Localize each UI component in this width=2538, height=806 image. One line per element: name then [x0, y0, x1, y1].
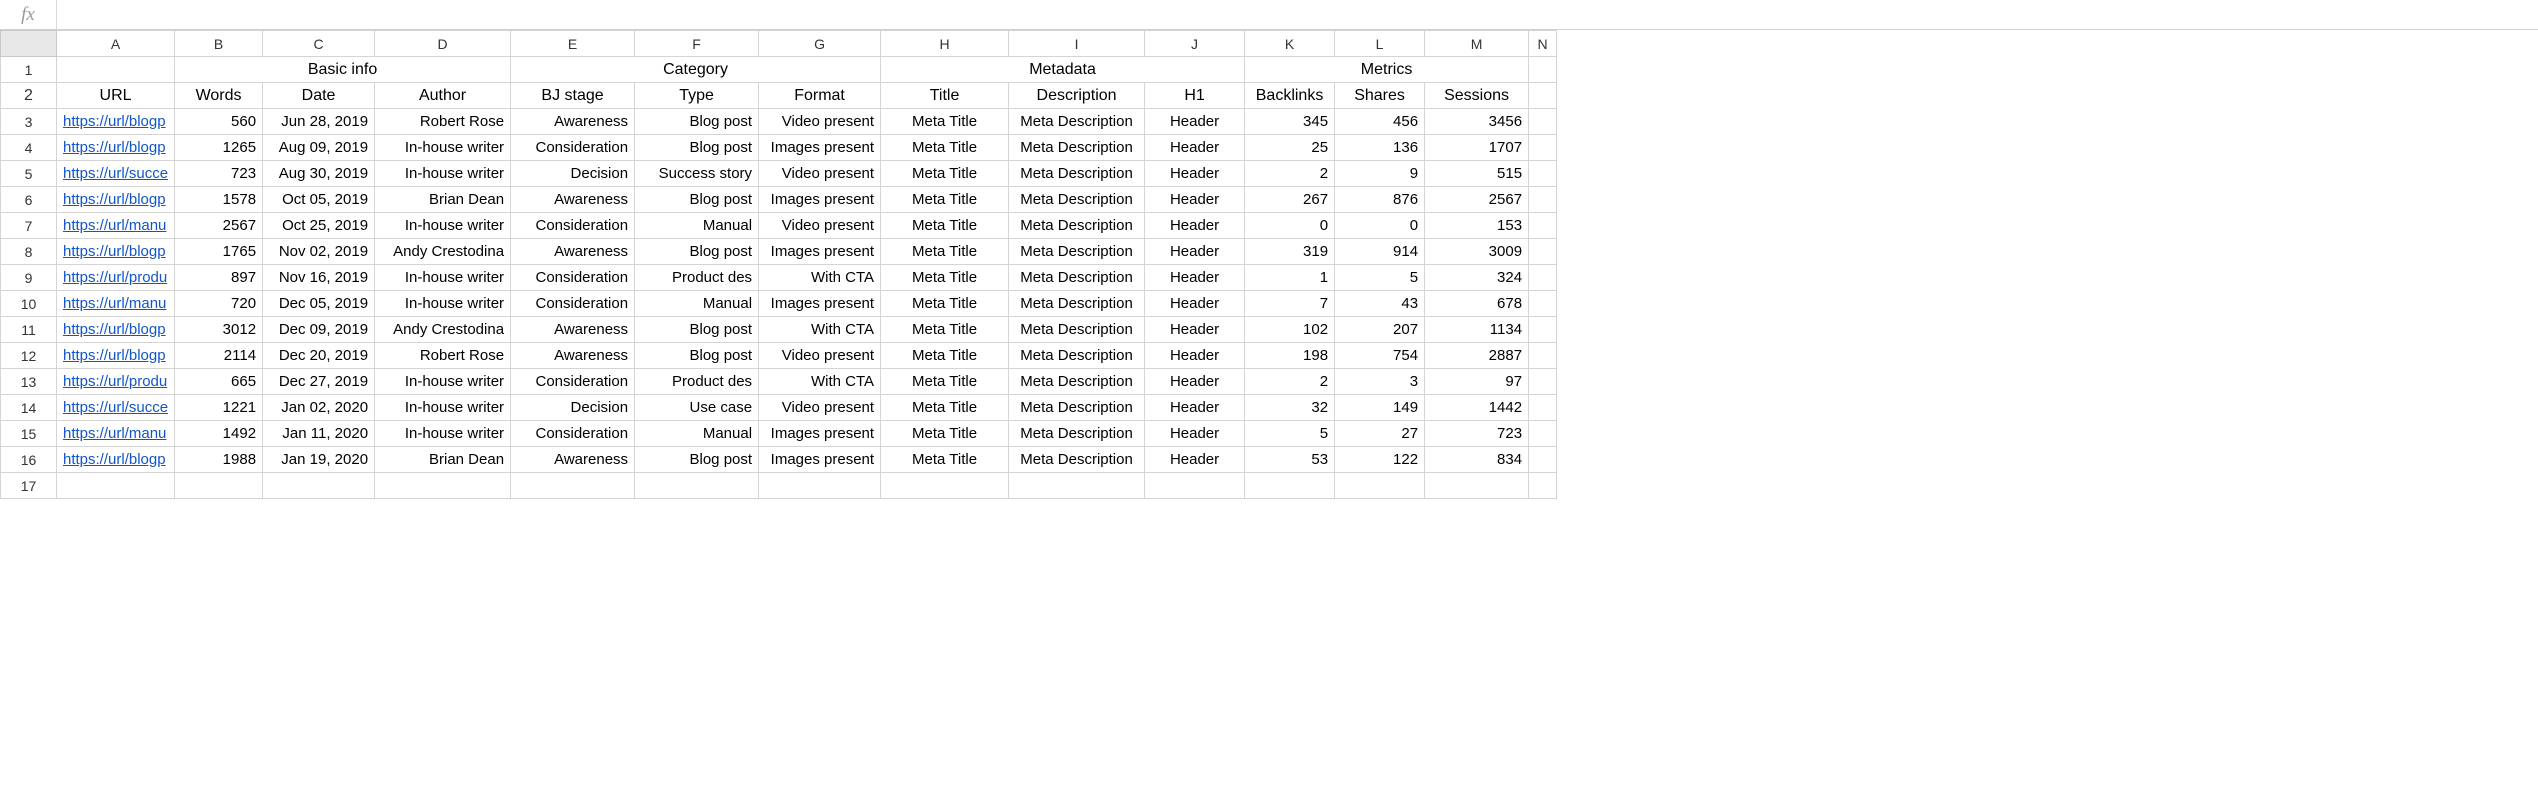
column-header-i[interactable]: I — [1009, 31, 1145, 57]
row-header-6[interactable]: 6 — [1, 187, 57, 213]
cell-format[interactable]: Images present — [759, 187, 881, 213]
cell-backlinks[interactable]: 1 — [1245, 265, 1335, 291]
cell-author[interactable]: In-house writer — [375, 421, 511, 447]
cell-empty-2[interactable] — [263, 473, 375, 499]
cell-blank[interactable] — [1529, 447, 1557, 473]
cell-author[interactable]: In-house writer — [375, 265, 511, 291]
cell-description[interactable]: Meta Description — [1009, 421, 1145, 447]
url-link[interactable]: https://url/blogp — [63, 139, 166, 156]
cell-shares[interactable]: 5 — [1335, 265, 1425, 291]
group-header-basic-info: Basic info — [175, 57, 511, 83]
cell-sessions[interactable]: 515 — [1425, 161, 1529, 187]
table-row[interactable] — [1, 265, 1557, 291]
row-header-9[interactable]: 9 — [1, 265, 57, 291]
cell-h1[interactable]: Header — [1145, 161, 1245, 187]
cell-type[interactable]: Blog post — [635, 135, 759, 161]
cell-type[interactable]: Success story — [635, 161, 759, 187]
table-row[interactable] — [1, 161, 1557, 187]
cell-blank[interactable] — [1529, 395, 1557, 421]
row-header-1[interactable]: 1 — [1, 57, 57, 83]
cell-title[interactable]: Meta Title — [881, 421, 1009, 447]
cell-words[interactable]: 1492 — [175, 421, 263, 447]
header-bj-stage: BJ stage — [511, 83, 635, 109]
cell-sessions[interactable]: 678 — [1425, 291, 1529, 317]
cell-stage[interactable]: Awareness — [511, 109, 635, 135]
cell-url[interactable] — [57, 343, 175, 369]
cell-words[interactable]: 720 — [175, 291, 263, 317]
cell-words[interactable]: 1221 — [175, 395, 263, 421]
cell-author[interactable]: In-house writer — [375, 161, 511, 187]
url-link[interactable]: https://url/blogp — [63, 451, 166, 468]
cell-date[interactable]: Dec 09, 2019 — [263, 317, 375, 343]
table-row[interactable] — [1, 343, 1557, 369]
cell-title[interactable]: Meta Title — [881, 369, 1009, 395]
cell-url[interactable] — [57, 395, 175, 421]
cell-date[interactable]: Jan 19, 2020 — [263, 447, 375, 473]
cell-backlinks[interactable]: 7 — [1245, 291, 1335, 317]
row-header-10[interactable]: 10 — [1, 291, 57, 317]
row-header-4[interactable]: 4 — [1, 135, 57, 161]
cell-type[interactable]: Product des — [635, 369, 759, 395]
cell-title[interactable]: Meta Title — [881, 135, 1009, 161]
cell-date[interactable]: Jun 28, 2019 — [263, 109, 375, 135]
cell-blank[interactable] — [1529, 291, 1557, 317]
cell-shares[interactable]: 122 — [1335, 447, 1425, 473]
cell-words[interactable]: 1988 — [175, 447, 263, 473]
cell-format[interactable]: Video present — [759, 213, 881, 239]
cell-date[interactable]: Oct 05, 2019 — [263, 187, 375, 213]
header-type: Type — [635, 83, 759, 109]
url-link[interactable]: https://url/manu — [63, 425, 167, 442]
cell-url[interactable] — [57, 369, 175, 395]
column-header-b[interactable]: B — [175, 31, 263, 57]
cell-h1[interactable]: Header — [1145, 135, 1245, 161]
url-link[interactable]: https://url/blogp — [63, 113, 166, 130]
cell-date[interactable]: Jan 02, 2020 — [263, 395, 375, 421]
column-header-e[interactable]: E — [511, 31, 635, 57]
cell-words[interactable]: 2114 — [175, 343, 263, 369]
cell-backlinks[interactable]: 267 — [1245, 187, 1335, 213]
cell-backlinks[interactable]: 2 — [1245, 369, 1335, 395]
row-header-3[interactable]: 3 — [1, 109, 57, 135]
cell-h1[interactable]: Header — [1145, 369, 1245, 395]
header-h1: H1 — [1145, 83, 1245, 109]
cell-backlinks[interactable]: 0 — [1245, 213, 1335, 239]
cell-stage[interactable]: Decision — [511, 395, 635, 421]
header-sessions: Sessions — [1425, 83, 1529, 109]
row-header-13[interactable]: 13 — [1, 369, 57, 395]
cell-sessions[interactable]: 97 — [1425, 369, 1529, 395]
cell-backlinks[interactable]: 32 — [1245, 395, 1335, 421]
cell-format[interactable]: Images present — [759, 135, 881, 161]
cell-words[interactable]: 1265 — [175, 135, 263, 161]
cell-description[interactable]: Meta Description — [1009, 135, 1145, 161]
column-header-a[interactable]: A — [57, 31, 175, 57]
cell-title[interactable]: Meta Title — [881, 291, 1009, 317]
cell-description[interactable]: Meta Description — [1009, 187, 1145, 213]
cell-stage[interactable]: Consideration — [511, 421, 635, 447]
column-header-k[interactable]: K — [1245, 31, 1335, 57]
cell-format[interactable]: With CTA — [759, 369, 881, 395]
cell-stage[interactable]: Awareness — [511, 239, 635, 265]
cell-date[interactable]: Dec 20, 2019 — [263, 343, 375, 369]
cell-blank[interactable] — [1529, 239, 1557, 265]
cell-sessions[interactable]: 153 — [1425, 213, 1529, 239]
table-header-row — [1, 83, 1557, 109]
cell-stage[interactable]: Awareness — [511, 317, 635, 343]
cell-blank[interactable] — [1529, 187, 1557, 213]
cell-description[interactable]: Meta Description — [1009, 395, 1145, 421]
cell-url[interactable] — [57, 187, 175, 213]
url-link[interactable]: https://url/manu — [63, 217, 167, 234]
cell-type[interactable]: Blog post — [635, 239, 759, 265]
column-header-d[interactable]: D — [375, 31, 511, 57]
cell-author[interactable]: In-house writer — [375, 395, 511, 421]
cell-sessions[interactable]: 1707 — [1425, 135, 1529, 161]
header-description: Description — [1009, 83, 1145, 109]
table-row[interactable] — [1, 421, 1557, 447]
table-row-empty[interactable] — [1, 473, 1557, 499]
cell-stage[interactable]: Awareness — [511, 343, 635, 369]
cell-author[interactable]: In-house writer — [375, 369, 511, 395]
cell-title[interactable]: Meta Title — [881, 447, 1009, 473]
cell-title[interactable]: Meta Title — [881, 109, 1009, 135]
cell-sessions[interactable]: 2887 — [1425, 343, 1529, 369]
url-link[interactable]: https://url/produ — [63, 269, 168, 286]
cell-shares[interactable]: 207 — [1335, 317, 1425, 343]
cell-url[interactable] — [57, 109, 175, 135]
table-row[interactable] — [1, 213, 1557, 239]
url-link[interactable]: https://url/blogp — [63, 321, 166, 338]
cell-author[interactable]: Robert Rose — [375, 109, 511, 135]
cell-backlinks[interactable]: 25 — [1245, 135, 1335, 161]
formula-input[interactable] — [56, 0, 2538, 29]
cell-author[interactable]: Andy Crestodina — [375, 239, 511, 265]
cell-blank[interactable] — [1529, 317, 1557, 343]
cell-date[interactable]: Nov 16, 2019 — [263, 265, 375, 291]
header-backlinks: Backlinks — [1245, 83, 1335, 109]
row-header-15[interactable]: 15 — [1, 421, 57, 447]
cell-h1[interactable]: Header — [1145, 291, 1245, 317]
cell-words[interactable]: 560 — [175, 109, 263, 135]
row-header-17[interactable]: 17 — [1, 473, 57, 499]
cell-blank[interactable] — [1529, 161, 1557, 187]
cell-date[interactable]: Dec 05, 2019 — [263, 291, 375, 317]
url-link[interactable]: https://url/succe — [63, 165, 169, 182]
column-header-h[interactable]: H — [881, 31, 1009, 57]
cell-empty-3[interactable] — [375, 473, 511, 499]
cell-format[interactable]: Images present — [759, 239, 881, 265]
cell-blank[interactable] — [1529, 109, 1557, 135]
select-all-corner[interactable] — [1, 31, 57, 57]
cell-format[interactable]: With CTA — [759, 317, 881, 343]
group-header-metrics: Metrics — [1245, 57, 1529, 83]
cell-h1[interactable]: Header — [1145, 343, 1245, 369]
cell-url[interactable] — [57, 421, 175, 447]
cell-h1[interactable]: Header — [1145, 187, 1245, 213]
cell-stage[interactable]: Consideration — [511, 369, 635, 395]
fx-icon: fx — [21, 3, 35, 25]
cell-sessions[interactable]: 1134 — [1425, 317, 1529, 343]
cell-url[interactable] — [57, 447, 175, 473]
row-header-2[interactable]: 2 — [1, 83, 57, 109]
cell-format[interactable]: Video present — [759, 109, 881, 135]
url-link[interactable]: https://url/manu — [63, 295, 167, 312]
cell-h1[interactable]: Header — [1145, 317, 1245, 343]
cell-sessions[interactable]: 834 — [1425, 447, 1529, 473]
cell-empty-0[interactable] — [57, 473, 175, 499]
cell-format[interactable]: With CTA — [759, 265, 881, 291]
header-author: Author — [375, 83, 511, 109]
cell-stage[interactable]: Awareness — [511, 187, 635, 213]
cell-title[interactable]: Meta Title — [881, 161, 1009, 187]
column-header-j[interactable]: J — [1145, 31, 1245, 57]
cell-stage[interactable]: Awareness — [511, 447, 635, 473]
cell-type[interactable]: Blog post — [635, 187, 759, 213]
cell-description[interactable]: Meta Description — [1009, 369, 1145, 395]
table-row[interactable] — [1, 291, 1557, 317]
url-link[interactable]: https://url/succe — [63, 399, 169, 416]
header-title: Title — [881, 83, 1009, 109]
cell-stage[interactable]: Consideration — [511, 135, 635, 161]
cell-stage[interactable]: Consideration — [511, 265, 635, 291]
cell-type[interactable]: Blog post — [635, 343, 759, 369]
header-url: URL — [57, 83, 175, 109]
row-header-12[interactable]: 12 — [1, 343, 57, 369]
row-header-14[interactable]: 14 — [1, 395, 57, 421]
cell-type[interactable]: Use case — [635, 395, 759, 421]
group-header-blank-0 — [57, 57, 175, 83]
cell-type[interactable]: Manual — [635, 421, 759, 447]
cell-date[interactable]: Jan 11, 2020 — [263, 421, 375, 447]
cell-h1[interactable]: Header — [1145, 447, 1245, 473]
cell-date[interactable]: Oct 25, 2019 — [263, 213, 375, 239]
cell-format[interactable]: Video present — [759, 161, 881, 187]
cell-blank[interactable] — [1529, 135, 1557, 161]
column-header-n[interactable]: N — [1529, 31, 1557, 57]
cell-words[interactable]: 1765 — [175, 239, 263, 265]
table-row[interactable] — [1, 135, 1557, 161]
column-header-m[interactable]: M — [1425, 31, 1529, 57]
table-row[interactable] — [1, 187, 1557, 213]
cell-blank[interactable] — [1529, 265, 1557, 291]
cell-h1[interactable]: Header — [1145, 265, 1245, 291]
cell-description[interactable]: Meta Description — [1009, 161, 1145, 187]
cell-h1[interactable]: Header — [1145, 395, 1245, 421]
cell-title[interactable]: Meta Title — [881, 239, 1009, 265]
row-header-5[interactable]: 5 — [1, 161, 57, 187]
cell-empty-4[interactable] — [511, 473, 635, 499]
row-header-8[interactable]: 8 — [1, 239, 57, 265]
cell-type[interactable]: Manual — [635, 291, 759, 317]
row-header-7[interactable]: 7 — [1, 213, 57, 239]
cell-type[interactable]: Product des — [635, 265, 759, 291]
cell-author[interactable]: In-house writer — [375, 213, 511, 239]
cell-type[interactable]: Blog post — [635, 447, 759, 473]
cell-empty-9[interactable] — [1145, 473, 1245, 499]
header-format: Format — [759, 83, 881, 109]
header-shares: Shares — [1335, 83, 1425, 109]
column-header-g[interactable]: G — [759, 31, 881, 57]
cell-author[interactable]: In-house writer — [375, 135, 511, 161]
spreadsheet-grid[interactable] — [0, 30, 2538, 806]
cell-format[interactable]: Images present — [759, 447, 881, 473]
cell-author[interactable]: Brian Dean — [375, 187, 511, 213]
cell-sessions[interactable]: 723 — [1425, 421, 1529, 447]
cell-description[interactable]: Meta Description — [1009, 265, 1145, 291]
group-header-category: Category — [511, 57, 881, 83]
cell-blank[interactable] — [1529, 369, 1557, 395]
header-words: Words — [175, 83, 263, 109]
cell-title[interactable]: Meta Title — [881, 265, 1009, 291]
cell-blank[interactable] — [1529, 421, 1557, 447]
cell-title[interactable]: Meta Title — [881, 317, 1009, 343]
cell-shares[interactable]: 754 — [1335, 343, 1425, 369]
cell-words[interactable]: 1578 — [175, 187, 263, 213]
column-header-l[interactable]: L — [1335, 31, 1425, 57]
cell-description[interactable]: Meta Description — [1009, 291, 1145, 317]
cell-shares[interactable]: 914 — [1335, 239, 1425, 265]
cell-url[interactable] — [57, 317, 175, 343]
cell-words[interactable]: 723 — [175, 161, 263, 187]
cell-blank[interactable] — [1529, 213, 1557, 239]
table-row[interactable] — [1, 317, 1557, 343]
cell-description[interactable]: Meta Description — [1009, 213, 1145, 239]
cell-date[interactable]: Aug 09, 2019 — [263, 135, 375, 161]
cell-url[interactable] — [57, 213, 175, 239]
table-row[interactable] — [1, 369, 1557, 395]
cell-words[interactable]: 3012 — [175, 317, 263, 343]
cell-description[interactable]: Meta Description — [1009, 317, 1145, 343]
cell-stage[interactable]: Decision — [511, 161, 635, 187]
cell-empty-11[interactable] — [1335, 473, 1425, 499]
group-header-blank-5 — [1529, 57, 1557, 83]
cell-empty-1[interactable] — [175, 473, 263, 499]
cell-description[interactable]: Meta Description — [1009, 447, 1145, 473]
cell-author[interactable]: In-house writer — [375, 291, 511, 317]
cell-h1[interactable]: Header — [1145, 213, 1245, 239]
cell-stage[interactable]: Consideration — [511, 291, 635, 317]
cell-url[interactable] — [57, 135, 175, 161]
cell-sessions[interactable]: 1442 — [1425, 395, 1529, 421]
cell-description[interactable]: Meta Description — [1009, 343, 1145, 369]
cell-empty-7[interactable] — [881, 473, 1009, 499]
cell-format[interactable]: Images present — [759, 421, 881, 447]
cell-shares[interactable]: 876 — [1335, 187, 1425, 213]
cell-h1[interactable]: Header — [1145, 239, 1245, 265]
cell-shares[interactable]: 27 — [1335, 421, 1425, 447]
cell-sessions[interactable]: 3009 — [1425, 239, 1529, 265]
column-header-row — [1, 31, 1557, 57]
cell-shares[interactable]: 149 — [1335, 395, 1425, 421]
url-link[interactable]: https://url/produ — [63, 373, 168, 390]
column-header-f[interactable]: F — [635, 31, 759, 57]
cell-stage[interactable]: Consideration — [511, 213, 635, 239]
cell-url[interactable] — [57, 291, 175, 317]
cell-empty-8[interactable] — [1009, 473, 1145, 499]
cell-description[interactable]: Meta Description — [1009, 109, 1145, 135]
cell-format[interactable]: Video present — [759, 395, 881, 421]
cell-author[interactable]: Brian Dean — [375, 447, 511, 473]
cell-backlinks[interactable]: 319 — [1245, 239, 1335, 265]
cell-author[interactable]: Robert Rose — [375, 343, 511, 369]
cell-empty-10[interactable] — [1245, 473, 1335, 499]
table-row[interactable] — [1, 239, 1557, 265]
row-header-16[interactable]: 16 — [1, 447, 57, 473]
cell-backlinks[interactable]: 198 — [1245, 343, 1335, 369]
column-header-c[interactable]: C — [263, 31, 375, 57]
cell-h1[interactable]: Header — [1145, 421, 1245, 447]
cell-shares[interactable]: 3 — [1335, 369, 1425, 395]
cell-h1[interactable]: Header — [1145, 109, 1245, 135]
cell-words[interactable]: 665 — [175, 369, 263, 395]
table-row[interactable] — [1, 395, 1557, 421]
cell-type[interactable]: Manual — [635, 213, 759, 239]
cell-backlinks[interactable]: 2 — [1245, 161, 1335, 187]
cell-words[interactable]: 897 — [175, 265, 263, 291]
cell-empty-12[interactable] — [1425, 473, 1529, 499]
cell-url[interactable] — [57, 161, 175, 187]
cell-shares[interactable]: 456 — [1335, 109, 1425, 135]
cell-blank[interactable] — [1529, 343, 1557, 369]
cell-backlinks[interactable]: 345 — [1245, 109, 1335, 135]
cell-title[interactable]: Meta Title — [881, 343, 1009, 369]
cell-type[interactable]: Blog post — [635, 317, 759, 343]
table-row[interactable] — [1, 447, 1557, 473]
cell-sessions[interactable]: 2567 — [1425, 187, 1529, 213]
cell-date[interactable]: Dec 27, 2019 — [263, 369, 375, 395]
cell-shares[interactable]: 0 — [1335, 213, 1425, 239]
header-blank-13 — [1529, 83, 1557, 109]
cell-shares[interactable]: 9 — [1335, 161, 1425, 187]
row-header-11[interactable]: 11 — [1, 317, 57, 343]
table-row[interactable] — [1, 109, 1557, 135]
cell-backlinks[interactable]: 5 — [1245, 421, 1335, 447]
cell-url[interactable] — [57, 239, 175, 265]
cell-format[interactable]: Images present — [759, 291, 881, 317]
url-link[interactable]: https://url/blogp — [63, 191, 166, 208]
cell-author[interactable]: Andy Crestodina — [375, 317, 511, 343]
cell-description[interactable]: Meta Description — [1009, 239, 1145, 265]
cell-type[interactable]: Blog post — [635, 109, 759, 135]
cell-backlinks[interactable]: 53 — [1245, 447, 1335, 473]
formula-bar — [0, 0, 2538, 30]
cell-title[interactable]: Meta Title — [881, 213, 1009, 239]
cell-sessions[interactable]: 324 — [1425, 265, 1529, 291]
cell-empty-5[interactable] — [635, 473, 759, 499]
cell-backlinks[interactable]: 102 — [1245, 317, 1335, 343]
cell-title[interactable]: Meta Title — [881, 395, 1009, 421]
cell-empty-6[interactable] — [759, 473, 881, 499]
cell-shares[interactable]: 43 — [1335, 291, 1425, 317]
cell-empty-13[interactable] — [1529, 473, 1557, 499]
cell-sessions[interactable]: 3456 — [1425, 109, 1529, 135]
cell-date[interactable]: Aug 30, 2019 — [263, 161, 375, 187]
cell-date[interactable]: Nov 02, 2019 — [263, 239, 375, 265]
cell-shares[interactable]: 136 — [1335, 135, 1425, 161]
cell-words[interactable]: 2567 — [175, 213, 263, 239]
group-banner-row — [1, 57, 1557, 83]
cell-url[interactable] — [57, 265, 175, 291]
url-link[interactable]: https://url/blogp — [63, 243, 166, 260]
url-link[interactable]: https://url/blogp — [63, 347, 166, 364]
cell-format[interactable]: Video present — [759, 343, 881, 369]
header-date: Date — [263, 83, 375, 109]
group-header-metadata: Metadata — [881, 57, 1245, 83]
cell-title[interactable]: Meta Title — [881, 187, 1009, 213]
